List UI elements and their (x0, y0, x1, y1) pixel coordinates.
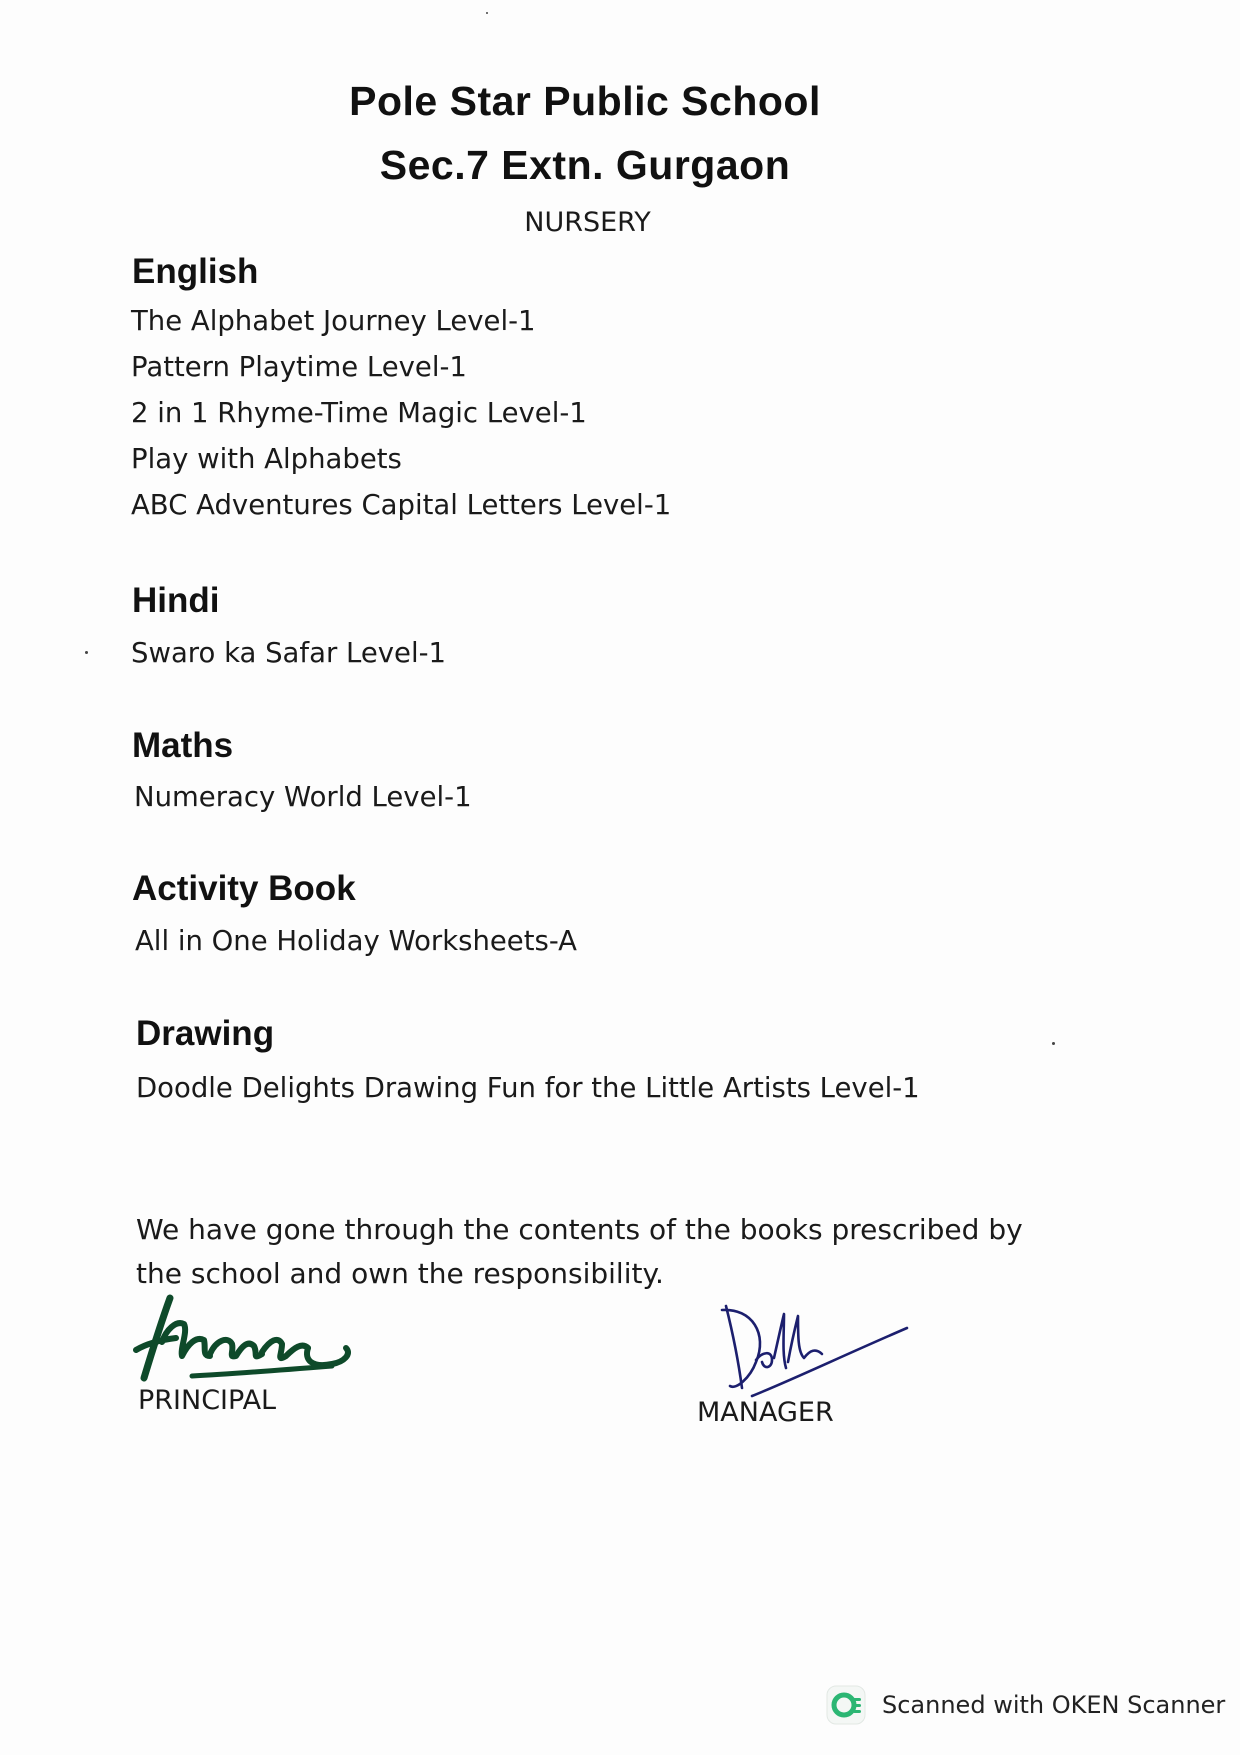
oken-scanner-logo-icon (826, 1685, 866, 1725)
section-heading-drawing: Drawing (136, 1014, 275, 1053)
section-heading-english: English (132, 252, 259, 291)
book-item: All in One Holiday Worksheets-A (135, 925, 577, 957)
section-heading-hindi: Hindi (132, 581, 220, 620)
book-list-activity-book (135, 918, 577, 964)
school-address: Sec.7 Extn. Gurgaon (379, 142, 791, 188)
scanner-text: Scanned with OKEN Scanner (882, 1691, 1226, 1719)
scan-speck (85, 651, 88, 654)
scanner-watermark (826, 1683, 1225, 1727)
section-heading-activity-book: Activity Book (132, 869, 356, 908)
book-item: Pattern Playtime Level-1 (131, 351, 467, 383)
book-list-maths (134, 774, 472, 820)
manager-signature-strokes (722, 1306, 907, 1396)
principal-label: PRINCIPAL (138, 1385, 277, 1416)
section-heading-maths: Maths (132, 726, 234, 765)
book-item: ABC Adventures Capital Letters Level-1 (131, 489, 672, 521)
book-item: 2 in 1 Rhyme-Time Magic Level-1 (131, 397, 587, 429)
book-list-drawing (136, 1065, 920, 1111)
book-item: Numeracy World Level-1 (134, 781, 472, 813)
book-item: Swaro ka Safar Level-1 (131, 637, 447, 669)
principal-signature (132, 1290, 362, 1390)
book-item: Doodle Delights Drawing Fun for the Little Artists Level-1 (136, 1072, 920, 1104)
scan-speck (486, 12, 488, 14)
manager-label: MANAGER (697, 1397, 834, 1428)
scan-speck (1052, 1042, 1055, 1045)
responsibility-statement: We have gone through the contents of the books prescribed by the school and own the responsibility. (136, 1213, 1023, 1290)
school-name: Pole Star Public School (349, 78, 821, 124)
book-item: Play with Alphabets (131, 443, 402, 475)
class-name: NURSERY (524, 207, 651, 238)
principal-signature-strokes (136, 1298, 348, 1378)
manager-signature (712, 1300, 912, 1400)
book-list-english (131, 298, 671, 528)
book-list-hindi (131, 630, 446, 676)
book-item: The Alphabet Journey Level-1 (131, 305, 536, 337)
